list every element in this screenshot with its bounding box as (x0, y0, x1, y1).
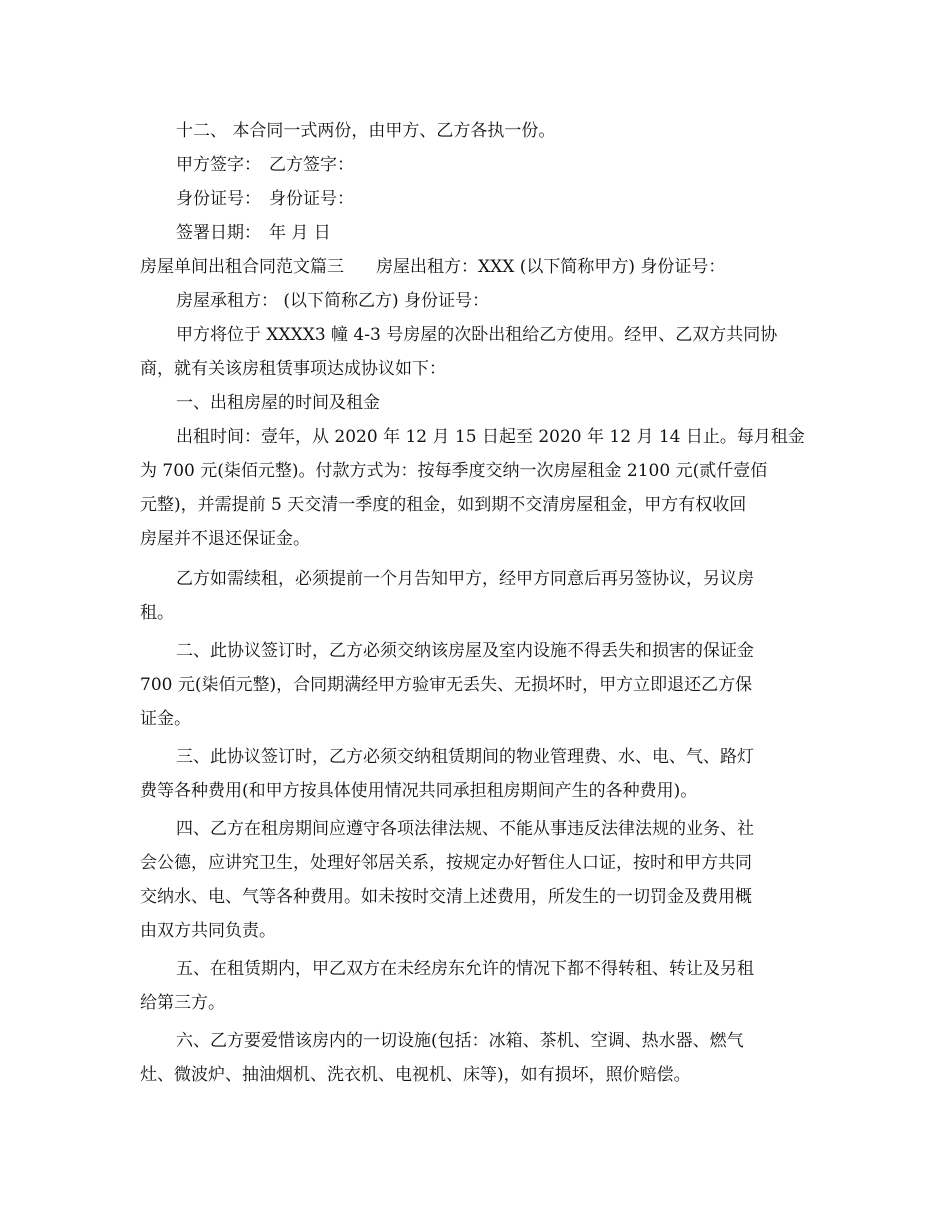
section-1-p1-line-4: 房屋并不退还保证金。 (140, 529, 310, 549)
section-2-line-2: 700 元(柒佰元整)，合同期满经甲方验审无丢失、无损坏时，甲方立即退还乙方保 (140, 675, 753, 695)
section-5-line-1: 五、在租赁期内，甲乙双方在未经房东允许的情况下都不得转租、转让及另租 (176, 959, 754, 979)
section-4-line-3: 交纳水、电、气等各种费用。如未按时交清上述费用，所发生的一切罚金及费用概 (140, 887, 752, 907)
document-title: 房屋单间出租合同范文篇三 (140, 257, 344, 277)
section-2-line-1: 二、此协议签订时，乙方必须交纳该房屋及室内设施不得丢失和损害的保证金 (176, 641, 754, 661)
sign-date-label: 签署日期： (176, 223, 261, 243)
party-b-id-label: 身份证号： (269, 189, 354, 209)
intro-line-1: 甲方将位于 XXXX3 幢 4-3 号房屋的次卧出租给乙方使用。经甲、乙双方共同协 (176, 325, 778, 345)
section-6-line-2: 灶、微波炉、抽油烟机、洗衣机、电视机、床等)，如有损坏，照价赔偿。 (140, 1065, 691, 1085)
section-3-line-1: 三、此协议签订时，乙方必须交纳租赁期间的物业管理费、水、电、气、路灯 (176, 747, 754, 767)
lessee-line: 房屋承租方： (以下简称乙方) 身份证号： (176, 291, 490, 311)
section-1-p2-line-2: 租。 (140, 603, 174, 623)
section-5-line-2: 给第三方。 (140, 993, 225, 1013)
party-a-id-label: 身份证号： (176, 189, 261, 209)
section-1-title: 一、出租房屋的时间及租金 (176, 393, 380, 413)
section-6-line-1: 六、乙方要爱惜该房内的一切设施(包括：冰箱、茶机、空调、热水器、燃气 (176, 1031, 744, 1051)
sign-date-line (176, 222, 331, 244)
heading-line (140, 256, 725, 278)
section-1-p2-line-1: 乙方如需续租，必须提前一个月告知甲方，经甲方同意后再另签协议，另议房 (176, 569, 754, 589)
section-4-line-4: 由双方共同负责。 (140, 921, 276, 941)
section-2-line-3: 证金。 (140, 709, 191, 729)
intro-line-2: 商，就有关该房租赁事项达成协议如下： (140, 359, 446, 379)
lessor-line: 房屋出租方：XXX (以下简称甲方) 身份证号： (376, 257, 726, 277)
party-a-signature-label: 甲方签字： (176, 155, 261, 175)
clause-12: 十二、 本合同一式两份，由甲方、乙方各执一份。 (176, 121, 556, 141)
section-1-p1-line-3: 元整)，并需提前 5 天交清一季度的租金，如到期不交清房屋租金，甲方有权收回 (140, 495, 747, 515)
section-4-line-1: 四、乙方在租房期间应遵守各项法律法规、不能从事违反法律法规的业务、社 (176, 819, 754, 839)
section-3-line-2: 费等各种费用(和甲方按具体使用情况共同承担租房期间产生的各种费用)。 (140, 781, 698, 801)
section-4-line-2: 会公德，应讲究卫生，处理好邻居关系，按规定办好暂住人口证，按时和甲方共同 (140, 853, 752, 873)
section-1-p1-line-2: 为 700 元(柒佰元整)。付款方式为：按每季度交纳一次房屋租金 2100 元(贰仟壹佰 (140, 461, 768, 481)
signature-line (176, 154, 354, 176)
sign-date-value: 年 月 日 (269, 223, 331, 243)
party-b-signature-label: 乙方签字： (269, 155, 354, 175)
section-1-p1-line-1: 出租时间：壹年，从 2020 年 12 月 15 日起至 2020 年 12 月 14 日止。每月租金 (176, 427, 805, 447)
id-number-line (176, 188, 354, 210)
